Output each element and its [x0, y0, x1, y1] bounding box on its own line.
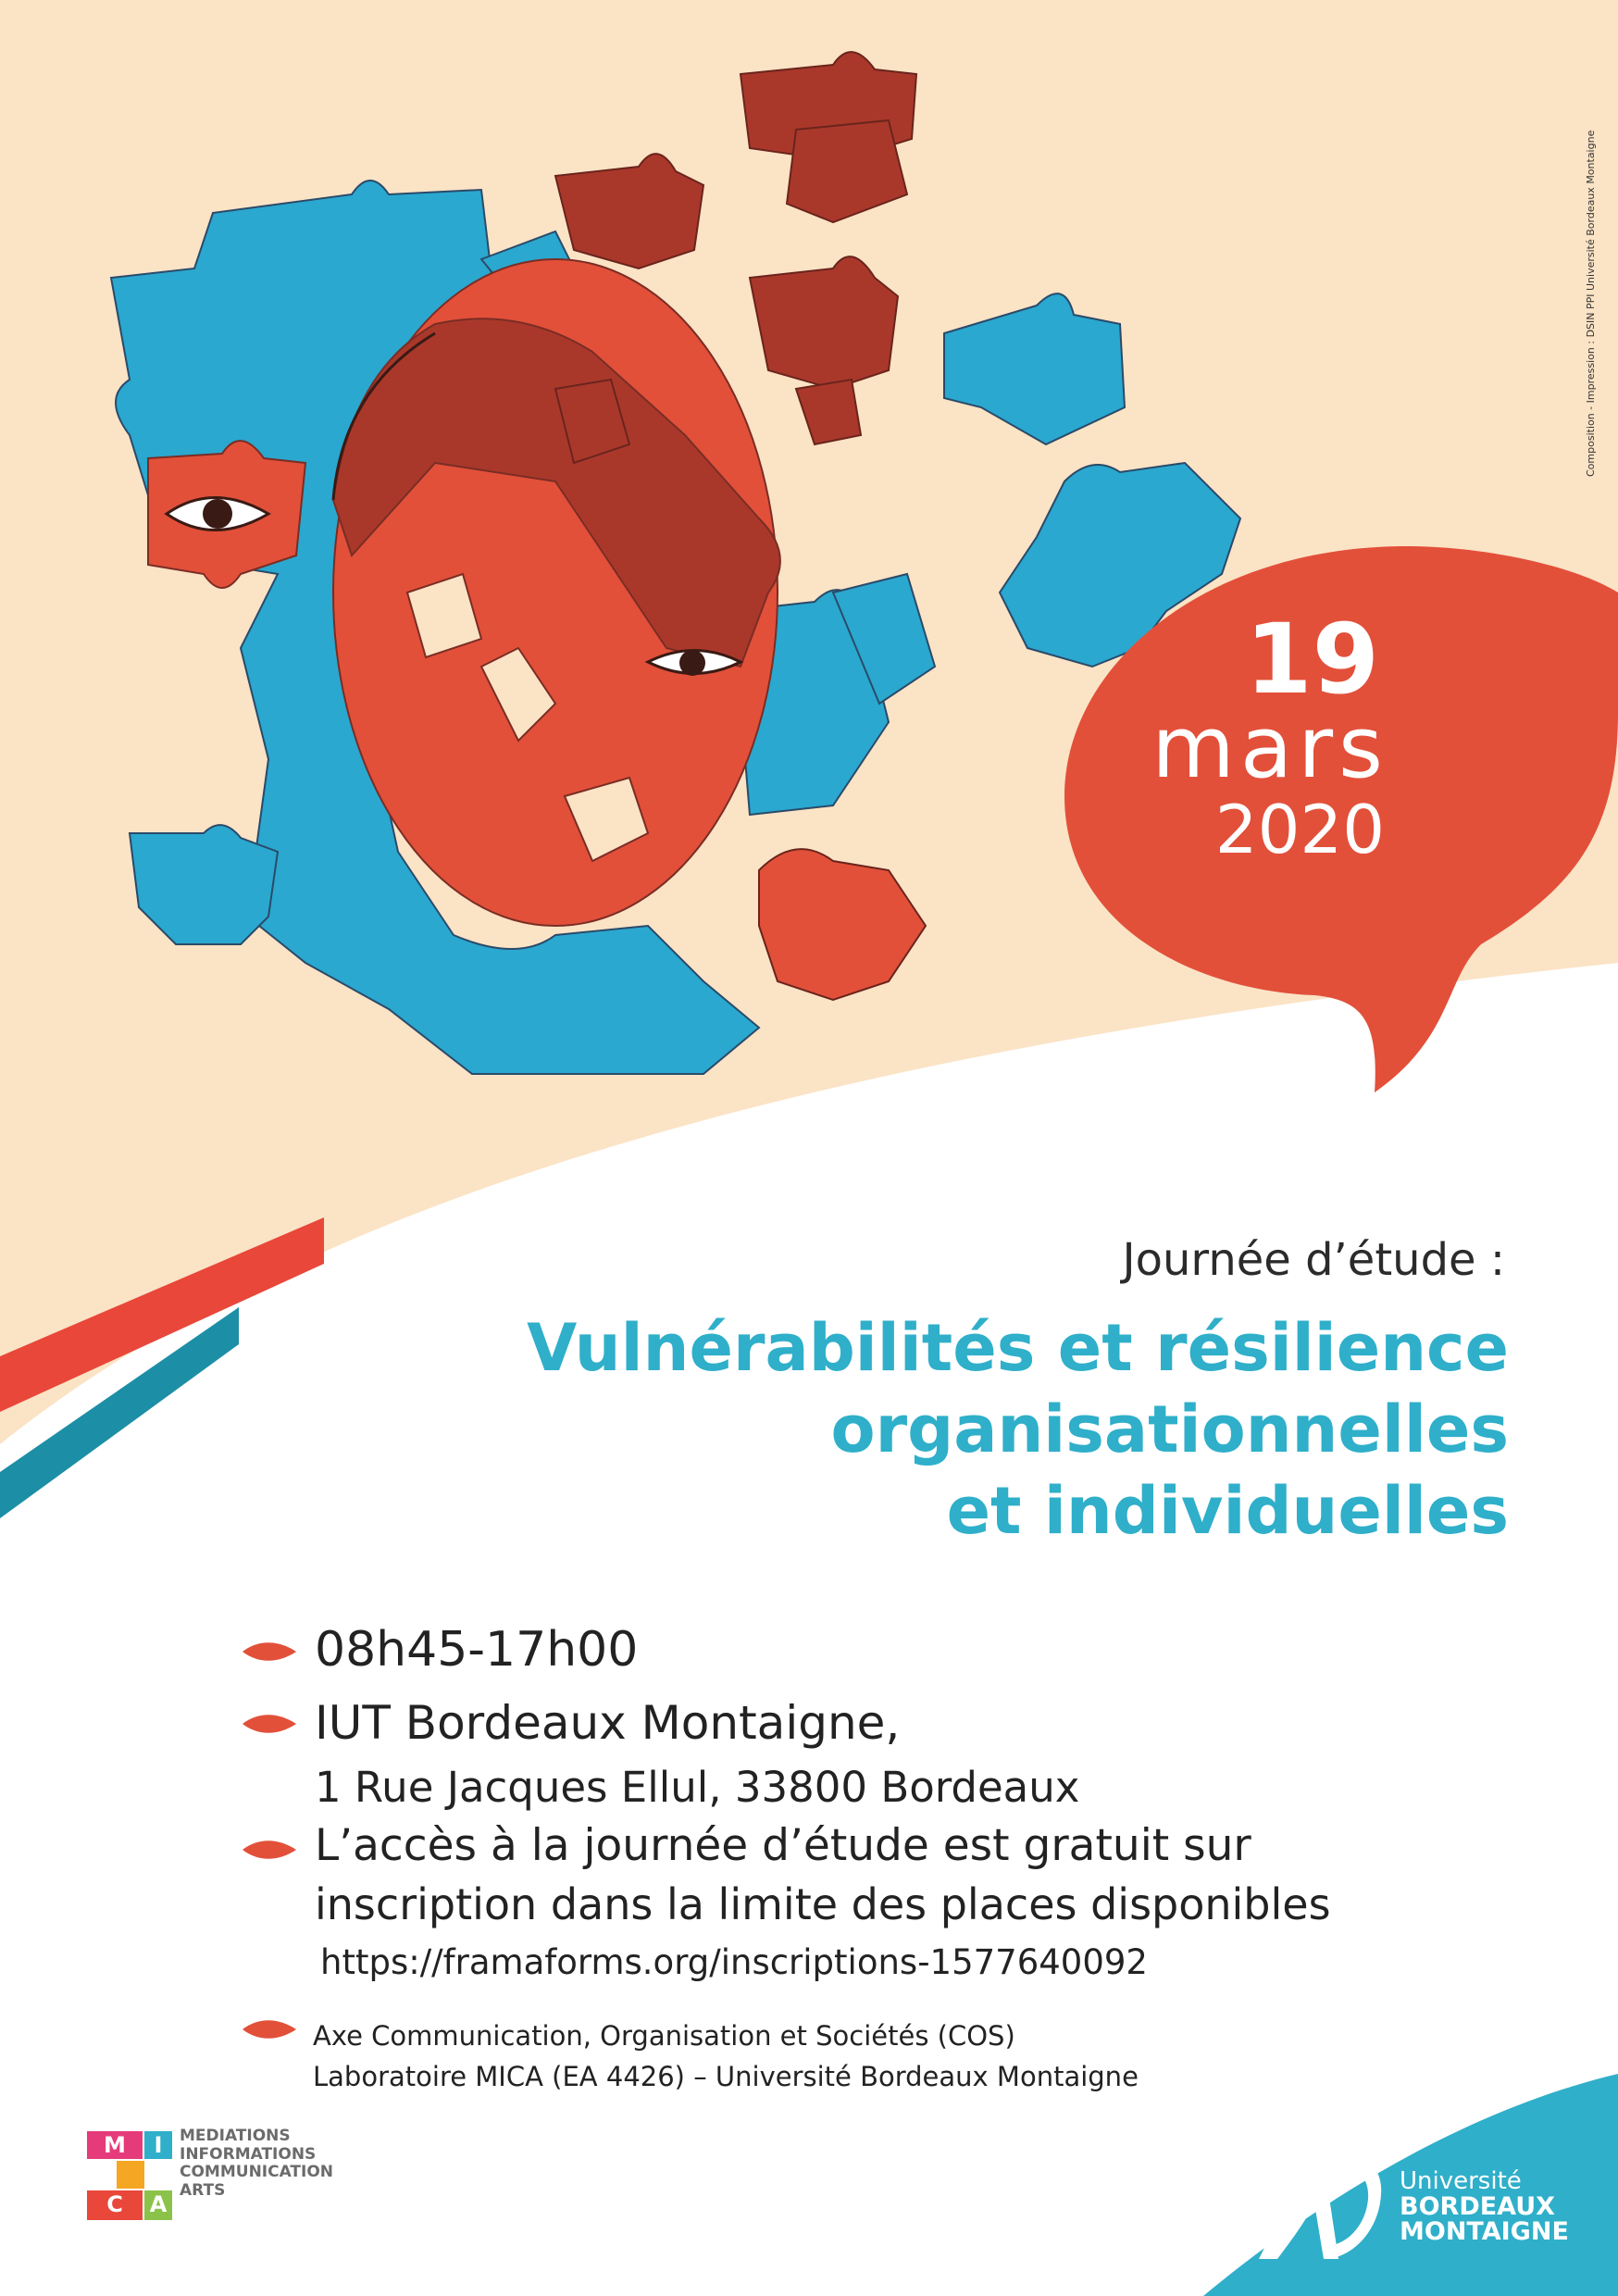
- event-title-line: et individuelles: [946, 1473, 1509, 1549]
- ubm-line: Université: [1400, 2167, 1522, 2195]
- date-month: mars: [1151, 698, 1388, 797]
- date-year: 2020: [1214, 791, 1385, 868]
- mica-letter: C: [87, 2190, 143, 2220]
- event-title-line: Vulnérabilités et résilience: [527, 1310, 1509, 1386]
- mica-letter: A: [144, 2190, 172, 2220]
- organizer-line: Axe Communication, Organisation et Sociétés (COS): [313, 2020, 1015, 2052]
- mica-line: ARTS: [180, 2180, 226, 2200]
- print-credit-text: Composition - Impression : DSIN PPI Université Bordeaux Montaigne: [1585, 130, 1597, 477]
- event-title-line: organisationnelles: [830, 1391, 1509, 1467]
- access-info: inscription dans la limite des places disponibles: [315, 1879, 1331, 1929]
- ubm-logo-text: [1400, 2169, 1569, 2244]
- mica-letter: M: [87, 2131, 143, 2159]
- mica-letter: I: [144, 2131, 172, 2159]
- event-place: IUT Bordeaux Montaigne,: [315, 1696, 901, 1750]
- registration-link[interactable]: https://framaforms.org/inscriptions-1577640092: [320, 1942, 1148, 1982]
- mica-line: MEDIATIONS: [180, 2127, 291, 2145]
- event-address: 1 Rue Jacques Ellul, 33800 Bordeaux: [315, 1763, 1080, 1812]
- ubm-line: BORDEAUX: [1400, 2192, 1555, 2221]
- organizer-line: Laboratoire MICA (EA 4426) – Université Bordeaux Montaigne: [313, 2061, 1139, 2092]
- event-time: 08h45-17h00: [315, 1622, 639, 1678]
- event-kicker: Journée d’étude :: [1122, 1234, 1505, 1286]
- access-info: L’accès à la journée d’étude est gratuit sur: [315, 1820, 1251, 1871]
- ubm-line: MONTAIGNE: [1400, 2217, 1569, 2246]
- mica-line: INFORMATIONS: [180, 2144, 317, 2164]
- date-day: 19: [1245, 603, 1379, 716]
- mica-line: COMMUNICATION: [180, 2163, 334, 2181]
